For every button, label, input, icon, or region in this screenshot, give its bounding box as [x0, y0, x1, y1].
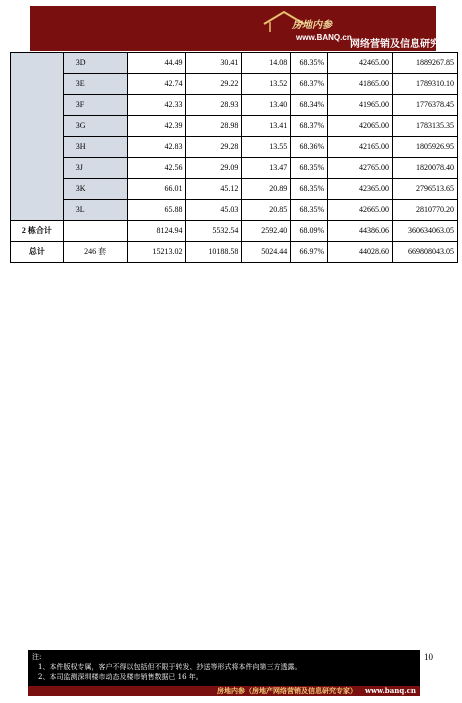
grand-total-price: 44028.60 — [328, 242, 393, 263]
v2-cell: 29.09 — [186, 158, 242, 179]
subtotal-total: 360634063.05 — [393, 221, 458, 242]
grand-total-v1: 15213.02 — [127, 242, 186, 263]
rate-cell: 68.35% — [291, 179, 328, 200]
grand-total-rate: 66.97% — [291, 242, 328, 263]
v3-cell: 14.08 — [242, 53, 291, 74]
rate-cell: 68.37% — [291, 74, 328, 95]
rate-cell: 68.35% — [291, 158, 328, 179]
subtotal-v2: 5532.54 — [186, 221, 242, 242]
subtotal-empty-cell — [63, 221, 127, 242]
v3-cell: 20.89 — [242, 179, 291, 200]
v2-cell: 30.41 — [186, 53, 242, 74]
price-cell: 42365.00 — [328, 179, 393, 200]
table-row — [11, 179, 458, 200]
total-cell: 1783135.35 — [393, 116, 458, 137]
price-cell: 41965.00 — [328, 95, 393, 116]
price-cell: 42165.00 — [328, 137, 393, 158]
rate-cell: 68.35% — [291, 200, 328, 221]
v3-cell: 13.41 — [242, 116, 291, 137]
subtotal-rate: 68.09% — [291, 221, 328, 242]
table-row — [11, 53, 458, 74]
v1-cell: 66.01 — [127, 179, 186, 200]
unit-cell: 3E — [63, 74, 127, 95]
unit-cell: 3K — [63, 179, 127, 200]
unit-cell: 3D — [63, 53, 127, 74]
subtotal-v1: 8124.94 — [127, 221, 186, 242]
total-cell: 1776378.45 — [393, 95, 458, 116]
price-cell: 42465.00 — [328, 53, 393, 74]
v1-cell: 42.33 — [127, 95, 186, 116]
subtotal-label: 2 栋合计 — [11, 221, 64, 242]
v3-cell: 13.40 — [242, 95, 291, 116]
v2-cell: 29.28 — [186, 137, 242, 158]
price-cell: 42065.00 — [328, 116, 393, 137]
price-cell: 41865.00 — [328, 74, 393, 95]
unit-cell: 3F — [63, 95, 127, 116]
v2-cell: 45.03 — [186, 200, 242, 221]
v2-cell: 45.12 — [186, 179, 242, 200]
brand-name: 房地内参 — [292, 20, 332, 31]
total-cell: 1805926.95 — [393, 137, 458, 158]
total-cell: 1820078.40 — [393, 158, 458, 179]
notes-title: 注: — [32, 653, 42, 661]
subtotal-price: 44386.06 — [328, 221, 393, 242]
total-cell: 1889267.85 — [393, 53, 458, 74]
table-row — [11, 200, 458, 221]
page-number: 10 — [424, 652, 433, 662]
building-group-cell — [11, 53, 64, 221]
grand-total-v3: 5024.44 — [242, 242, 291, 263]
slogan: 网络营销及信息研究专家 — [350, 39, 460, 50]
grand-total-label: 总计 — [11, 242, 64, 263]
footer-bar-text: 房地内参（房地产网络营销及信息研究专家） — [216, 686, 357, 695]
rate-cell: 68.37% — [291, 116, 328, 137]
v1-cell: 42.74 — [127, 74, 186, 95]
v1-cell: 65.88 — [127, 200, 186, 221]
v1-cell: 42.83 — [127, 137, 186, 158]
v2-cell: 29.22 — [186, 74, 242, 95]
v3-cell: 13.52 — [242, 74, 291, 95]
grand-total-total: 669808043.05 — [393, 242, 458, 263]
subtotal-row — [11, 221, 458, 242]
v1-cell: 42.39 — [127, 116, 186, 137]
note-1: 1、本件版权专属，客户不得以包括但不限于转发、抄送等形式将本件向第三方透露。 — [38, 663, 302, 671]
v1-cell: 44.49 — [127, 53, 186, 74]
website-label: www.BANQ.cn — [296, 33, 352, 42]
footer-url: www.banq.cn — [364, 686, 416, 695]
v1-cell: 42.56 — [127, 158, 186, 179]
v2-cell: 28.93 — [186, 95, 242, 116]
v3-cell: 13.47 — [242, 158, 291, 179]
note-2: 2、本司监测深圳楼市动态及楼市销售数据已 16 年。 — [38, 673, 203, 681]
table-row — [11, 74, 458, 95]
unit-cell: 3L — [63, 200, 127, 221]
rate-cell: 68.36% — [291, 137, 328, 158]
footer-bar — [28, 686, 420, 696]
rate-cell: 68.34% — [291, 95, 328, 116]
price-cell: 42665.00 — [328, 200, 393, 221]
subtotal-v3: 2592.40 — [242, 221, 291, 242]
header-banner — [30, 6, 460, 51]
sales-table — [10, 52, 458, 263]
grand-total-v2: 10188.58 — [186, 242, 242, 263]
table-row — [11, 137, 458, 158]
total-cell: 2796513.65 — [393, 179, 458, 200]
unit-cell: 3G — [63, 116, 127, 137]
v3-cell: 20.85 — [242, 200, 291, 221]
table-row — [11, 95, 458, 116]
grand-total-row — [11, 242, 458, 263]
rate-cell: 68.35% — [291, 53, 328, 74]
unit-cell: 3H — [63, 137, 127, 158]
unit-cell: 3J — [63, 158, 127, 179]
v2-cell: 28.98 — [186, 116, 242, 137]
price-cell: 42765.00 — [328, 158, 393, 179]
total-cell: 2810770.20 — [393, 200, 458, 221]
table-row — [11, 158, 458, 179]
grand-total-count: 246 套 — [63, 242, 127, 263]
notes-box — [28, 650, 420, 686]
v3-cell: 13.55 — [242, 137, 291, 158]
table-row — [11, 116, 458, 137]
total-cell: 1789310.10 — [393, 74, 458, 95]
